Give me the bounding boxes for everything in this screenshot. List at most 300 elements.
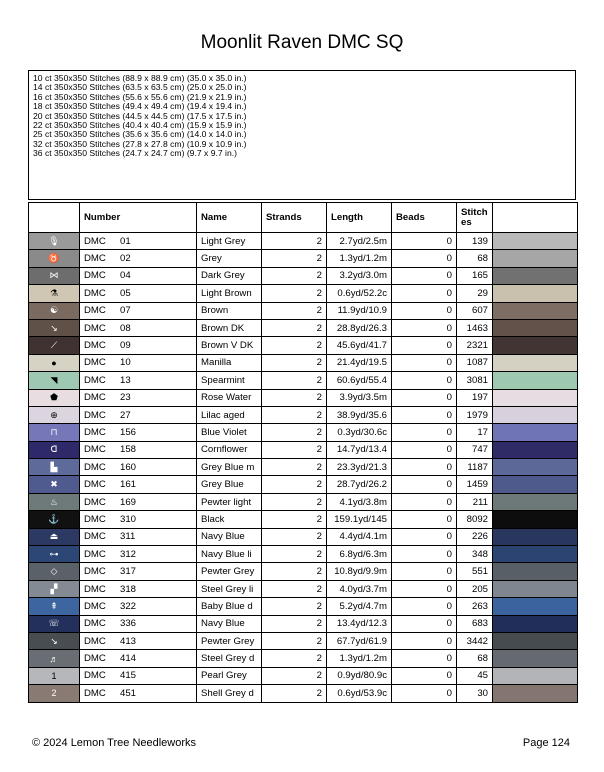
color-swatch <box>493 685 578 702</box>
thread-code: 169 <box>120 496 137 508</box>
table-row <box>29 319 578 336</box>
thread-brand: DMC <box>84 305 106 317</box>
thread-beads: 0 <box>392 685 457 702</box>
thread-brand: DMC <box>84 426 106 438</box>
thread-length: 1.3yd/1.2m <box>327 250 392 267</box>
thread-number <box>80 337 197 354</box>
color-swatch <box>493 667 578 684</box>
thread-name: Pewter Grey <box>197 563 262 580</box>
thread-name: Baby Blue d <box>197 598 262 615</box>
thread-strands: 2 <box>262 493 327 510</box>
thread-beads: 0 <box>392 493 457 510</box>
thread-name: Light Grey <box>197 233 262 250</box>
thread-code: 04 <box>120 270 131 282</box>
thread-strands: 2 <box>262 424 327 441</box>
thread-name: Grey <box>197 250 262 267</box>
table-row <box>29 615 578 632</box>
thread-name: Grey Blue m <box>197 459 262 476</box>
thread-stitches: 197 <box>457 389 493 406</box>
thread-symbol-icon: ⋈ <box>29 267 80 284</box>
name-header: Name <box>197 203 262 233</box>
thread-symbol-icon: ⇞ <box>29 598 80 615</box>
thread-length: 23.3yd/21.3 <box>327 459 392 476</box>
table-row <box>29 372 578 389</box>
thread-length: 67.7yd/61.9 <box>327 632 392 649</box>
size-line: 22 ct 350x350 Stitches (40.4 x 40.4 cm) (15.9 x 15.9 in.) <box>33 120 247 131</box>
thread-symbol-icon: 🎙 <box>29 233 80 250</box>
thread-number <box>80 233 197 250</box>
thread-code: 415 <box>120 670 137 682</box>
table-row <box>29 250 578 267</box>
thread-strands: 2 <box>262 563 327 580</box>
color-swatch <box>493 632 578 649</box>
thread-strands: 2 <box>262 615 327 632</box>
color-swatch <box>493 615 578 632</box>
thread-code: 158 <box>120 444 137 456</box>
thread-code: 23 <box>120 392 131 404</box>
thread-number <box>80 476 197 493</box>
thread-length: 0.6yd/52.2c <box>327 285 392 302</box>
thread-number <box>80 441 197 458</box>
size-line: 10 ct 350x350 Stitches (88.9 x 88.9 cm) (35.0 x 35.0 in.) <box>33 73 247 83</box>
thread-number <box>80 354 197 371</box>
thread-beads: 0 <box>392 424 457 441</box>
thread-strands: 2 <box>262 250 327 267</box>
color-swatch <box>493 319 578 336</box>
thread-stitches: 1187 <box>457 459 493 476</box>
thread-length: 4.1yd/3.8m <box>327 493 392 510</box>
thread-number <box>80 406 197 423</box>
color-swatch <box>493 285 578 302</box>
thread-length: 13.4yd/12.3 <box>327 615 392 632</box>
color-swatch <box>493 476 578 493</box>
thread-strands: 2 <box>262 372 327 389</box>
thread-number <box>80 493 197 510</box>
thread-stitches: 139 <box>457 233 493 250</box>
table-row <box>29 337 578 354</box>
thread-symbol-icon: ⊕ <box>29 406 80 423</box>
thread-strands: 2 <box>262 632 327 649</box>
page-title: Moonlit Raven DMC SQ <box>200 32 404 53</box>
thread-name: Cornflower <box>197 441 262 458</box>
thread-length: 159.1yd/145 <box>327 511 392 528</box>
thread-length: 0.6yd/53.9c <box>327 685 392 702</box>
thread-code: 451 <box>120 687 137 699</box>
thread-beads: 0 <box>392 389 457 406</box>
thread-stitches: 226 <box>457 528 493 545</box>
thread-beads: 0 <box>392 476 457 493</box>
thread-brand: DMC <box>84 531 106 543</box>
thread-code: 156 <box>120 426 137 438</box>
table-row <box>29 563 578 580</box>
thread-brand: DMC <box>84 687 106 699</box>
thread-code: 05 <box>120 287 131 299</box>
color-swatch <box>493 459 578 476</box>
color-swatch <box>493 546 578 563</box>
thread-brand: DMC <box>84 479 106 491</box>
table-row <box>29 667 578 684</box>
thread-stitches: 747 <box>457 441 493 458</box>
thread-symbol-icon: ▙ <box>29 459 80 476</box>
thread-brand: DMC <box>84 357 106 369</box>
thread-symbol-icon: 1 <box>29 667 80 684</box>
thread-stitches: 205 <box>457 580 493 597</box>
thread-beads: 0 <box>392 250 457 267</box>
thread-symbol-icon: ♬ <box>29 650 80 667</box>
thread-strands: 2 <box>262 354 327 371</box>
thread-code: 311 <box>120 531 136 543</box>
thread-symbol-icon: ♨ <box>29 493 80 510</box>
thread-beads: 0 <box>392 337 457 354</box>
thread-number <box>80 302 197 319</box>
table-row <box>29 493 578 510</box>
thread-symbol-icon: ◥ <box>29 372 80 389</box>
thread-strands: 2 <box>262 267 327 284</box>
thread-number <box>80 563 197 580</box>
thread-number <box>80 319 197 336</box>
color-swatch <box>493 511 578 528</box>
thread-beads: 0 <box>392 598 457 615</box>
thread-table-body <box>29 233 578 703</box>
thread-number <box>80 389 197 406</box>
thread-beads: 0 <box>392 441 457 458</box>
color-swatch <box>493 563 578 580</box>
thread-stitches: 3442 <box>457 632 493 649</box>
thread-beads: 0 <box>392 354 457 371</box>
color-swatch <box>493 372 578 389</box>
thread-number <box>80 598 197 615</box>
thread-length: 28.8yd/26.3 <box>327 319 392 336</box>
length-header: Length <box>327 203 392 233</box>
thread-name: Navy Blue <box>197 615 262 632</box>
thread-length: 5.2yd/4.7m <box>327 598 392 615</box>
thread-length: 3.9yd/3.5m <box>327 389 392 406</box>
thread-beads: 0 <box>392 267 457 284</box>
thread-name: Pewter Grey <box>197 632 262 649</box>
thread-strands: 2 <box>262 302 327 319</box>
thread-beads: 0 <box>392 667 457 684</box>
size-line: 32 ct 350x350 Stitches (27.8 x 27.8 cm) (10.9 x 10.9 in.) <box>33 138 247 149</box>
thread-length: 4.4yd/4.1m <box>327 528 392 545</box>
thread-brand: DMC <box>84 444 106 456</box>
thread-stitches: 683 <box>457 615 493 632</box>
page-number: Page 124 <box>522 737 570 749</box>
thread-brand: DMC <box>84 635 106 647</box>
thread-brand: DMC <box>84 392 106 404</box>
thread-strands: 2 <box>262 285 327 302</box>
thread-beads: 0 <box>392 511 457 528</box>
thread-name: Manilla <box>197 354 262 371</box>
size-line: 16 ct 350x350 Stitches (55.6 x 55.6 cm) (21.9 x 21.9 in.) <box>33 91 247 102</box>
thread-code: 413 <box>120 635 137 647</box>
thread-brand: DMC <box>84 253 106 265</box>
size-line: 36 ct 350x350 Stitches (24.7 x 24.7 cm) (9.7 x 9.7 in.) <box>33 148 237 159</box>
thread-brand: DMC <box>84 496 106 508</box>
thread-brand: DMC <box>84 618 106 630</box>
thread-strands: 2 <box>262 406 327 423</box>
thread-name: Black <box>197 511 262 528</box>
thread-beads: 0 <box>392 372 457 389</box>
thread-code: 160 <box>120 461 137 473</box>
table-row <box>29 406 578 423</box>
thread-symbol-icon: ⊓ <box>29 424 80 441</box>
thread-stitches: 29 <box>457 285 493 302</box>
thread-beads: 0 <box>392 528 457 545</box>
thread-symbol-icon: ⊶ <box>29 546 80 563</box>
thread-code: 01 <box>120 235 131 247</box>
table-row <box>29 441 578 458</box>
thread-stitches: 1459 <box>457 476 493 493</box>
thread-code: 13 <box>120 374 131 386</box>
thread-length: 28.7yd/26.2 <box>327 476 392 493</box>
thread-stitches: 3081 <box>457 372 493 389</box>
thread-name: Steel Grey d <box>197 650 262 667</box>
thread-number <box>80 372 197 389</box>
thread-stitches: 30 <box>457 685 493 702</box>
table-row <box>29 389 578 406</box>
thread-code: 27 <box>120 409 131 421</box>
thread-beads: 0 <box>392 650 457 667</box>
thread-stitches: 68 <box>457 650 493 667</box>
thread-name: Navy Blue li <box>197 546 262 563</box>
thread-length: 1.3yd/1.2m <box>327 650 392 667</box>
thread-stitches: 211 <box>457 493 493 510</box>
thread-symbol-icon: ⚗ <box>29 285 80 302</box>
thread-number <box>80 528 197 545</box>
table-row <box>29 580 578 597</box>
thread-stitches: 348 <box>457 546 493 563</box>
thread-length: 45.6yd/41.7 <box>327 337 392 354</box>
thread-name: Shell Grey d <box>197 685 262 702</box>
thread-beads: 0 <box>392 615 457 632</box>
thread-length: 4.0yd/3.7m <box>327 580 392 597</box>
thread-name: Spearmint <box>197 372 262 389</box>
size-line: 14 ct 350x350 Stitches (63.5 x 63.5 cm) (25.0 x 25.0 in.) <box>33 82 247 93</box>
thread-length: 11.9yd/10.9 <box>327 302 392 319</box>
thread-stitches: 17 <box>457 424 493 441</box>
thread-brand: DMC <box>84 548 106 560</box>
thread-strands: 2 <box>262 441 327 458</box>
color-swatch <box>493 389 578 406</box>
thread-beads: 0 <box>392 563 457 580</box>
thread-stitches: 1087 <box>457 354 493 371</box>
thread-stitches: 2321 <box>457 337 493 354</box>
thread-symbol-icon: ⟋ <box>29 337 80 354</box>
thread-code: 09 <box>120 340 131 352</box>
thread-strands: 2 <box>262 389 327 406</box>
table-row <box>29 267 578 284</box>
thread-number <box>80 685 197 702</box>
thread-brand: DMC <box>84 566 106 578</box>
thread-brand: DMC <box>84 235 106 247</box>
thread-number <box>80 267 197 284</box>
thread-strands: 2 <box>262 319 327 336</box>
thread-symbol-icon: ↘ <box>29 632 80 649</box>
thread-name: Grey Blue <box>197 476 262 493</box>
thread-beads: 0 <box>392 285 457 302</box>
thread-brand: DMC <box>84 653 106 665</box>
thread-table <box>28 202 578 703</box>
color-swatch <box>493 250 578 267</box>
stitch-size-list <box>28 70 576 200</box>
thread-number <box>80 580 197 597</box>
thread-length: 3.2yd/3.0m <box>327 267 392 284</box>
thread-strands: 2 <box>262 685 327 702</box>
thread-symbol-icon: ✖ <box>29 476 80 493</box>
thread-brand: DMC <box>84 270 106 282</box>
thread-length: 60.6yd/55.4 <box>327 372 392 389</box>
thread-brand: DMC <box>84 409 106 421</box>
size-line: 25 ct 350x350 Stitches (35.6 x 35.6 cm) (14.0 x 14.0 in.) <box>33 129 247 140</box>
thread-symbol-icon: ♉ <box>29 250 80 267</box>
thread-code: 312 <box>120 548 137 560</box>
thread-code: 310 <box>120 513 137 525</box>
thread-number <box>80 667 197 684</box>
color-swatch <box>493 441 578 458</box>
thread-symbol-icon: ● <box>29 354 80 371</box>
table-row <box>29 511 578 528</box>
color-swatch <box>493 302 578 319</box>
stitches-header: Stitch es <box>457 203 493 233</box>
thread-name: Blue Violet <box>197 424 262 441</box>
thread-brand: DMC <box>84 287 106 299</box>
thread-name: Light Brown <box>197 285 262 302</box>
thread-beads: 0 <box>392 632 457 649</box>
beads-header: Beads <box>392 203 457 233</box>
thread-length: 0.9yd/80.9c <box>327 667 392 684</box>
thread-name: Pewter light <box>197 493 262 510</box>
thread-strands: 2 <box>262 546 327 563</box>
thread-name: Rose Water <box>197 389 262 406</box>
thread-strands: 2 <box>262 528 327 545</box>
thread-brand: DMC <box>84 374 106 386</box>
thread-brand: DMC <box>84 513 106 525</box>
thread-number <box>80 511 197 528</box>
table-row <box>29 528 578 545</box>
table-row <box>29 459 578 476</box>
table-row <box>29 285 578 302</box>
thread-brand: DMC <box>84 600 106 612</box>
thread-name: Navy Blue <box>197 528 262 545</box>
thread-length: 0.3yd/30.6c <box>327 424 392 441</box>
thread-brand: DMC <box>84 322 106 334</box>
size-line: 18 ct 350x350 Stitches (49.4 x 49.4 cm) (19.4 x 19.4 in.) <box>33 101 247 112</box>
thread-beads: 0 <box>392 319 457 336</box>
thread-code: 08 <box>120 322 131 334</box>
thread-strands: 2 <box>262 650 327 667</box>
color-swatch <box>493 233 578 250</box>
thread-symbol-icon: ⚓ <box>29 511 80 528</box>
thread-symbol-icon: ▞ <box>29 580 80 597</box>
thread-strands: 2 <box>262 580 327 597</box>
thread-code: 10 <box>120 357 131 369</box>
color-swatch <box>493 424 578 441</box>
number-header: Number <box>80 203 197 233</box>
thread-strands: 2 <box>262 476 327 493</box>
swatch-header <box>493 203 578 233</box>
thread-symbol-icon: ◇ <box>29 563 80 580</box>
thread-name: Dark Grey <box>197 267 262 284</box>
thread-length: 2.7yd/2.5m <box>327 233 392 250</box>
thread-beads: 0 <box>392 302 457 319</box>
thread-length: 21.4yd/19.5 <box>327 354 392 371</box>
thread-name: Brown V DK <box>197 337 262 354</box>
table-row <box>29 302 578 319</box>
thread-code: 414 <box>120 653 137 665</box>
thread-beads: 0 <box>392 459 457 476</box>
thread-length: 14.7yd/13.4 <box>327 441 392 458</box>
table-row <box>29 424 578 441</box>
color-swatch <box>493 267 578 284</box>
thread-number <box>80 615 197 632</box>
thread-brand: DMC <box>84 670 106 682</box>
table-row <box>29 546 578 563</box>
thread-name: Lilac aged <box>197 406 262 423</box>
table-header-row <box>29 203 578 233</box>
thread-number <box>80 285 197 302</box>
thread-brand: DMC <box>84 583 106 595</box>
thread-length: 6.8yd/6.3m <box>327 546 392 563</box>
thread-beads: 0 <box>392 406 457 423</box>
thread-strands: 2 <box>262 337 327 354</box>
thread-stitches: 1979 <box>457 406 493 423</box>
table-row <box>29 354 578 371</box>
thread-symbol-icon: ☯ <box>29 302 80 319</box>
thread-stitches: 263 <box>457 598 493 615</box>
thread-name: Steel Grey li <box>197 580 262 597</box>
table-row <box>29 476 578 493</box>
thread-name: Brown <box>197 302 262 319</box>
color-swatch <box>493 406 578 423</box>
table-row <box>29 685 578 702</box>
color-swatch <box>493 493 578 510</box>
thread-stitches: 45 <box>457 667 493 684</box>
strands-header: Strands <box>262 203 327 233</box>
thread-stitches: 165 <box>457 267 493 284</box>
table-row <box>29 598 578 615</box>
thread-stitches: 607 <box>457 302 493 319</box>
thread-strands: 2 <box>262 233 327 250</box>
thread-symbol-icon: ↘ <box>29 319 80 336</box>
thread-strands: 2 <box>262 511 327 528</box>
thread-number <box>80 250 197 267</box>
thread-name: Brown DK <box>197 319 262 336</box>
thread-length: 10.8yd/9.9m <box>327 563 392 580</box>
size-line: 20 ct 350x350 Stitches (44.5 x 44.5 cm) (17.5 x 17.5 in.) <box>33 110 247 121</box>
color-swatch <box>493 598 578 615</box>
thread-code: 336 <box>120 618 137 630</box>
thread-number <box>80 632 197 649</box>
color-swatch <box>493 650 578 667</box>
thread-beads: 0 <box>392 580 457 597</box>
thread-number <box>80 546 197 563</box>
thread-stitches: 8092 <box>457 511 493 528</box>
thread-code: 317 <box>120 566 137 578</box>
color-swatch <box>493 337 578 354</box>
thread-brand: DMC <box>84 461 106 473</box>
color-swatch <box>493 528 578 545</box>
thread-stitches: 68 <box>457 250 493 267</box>
thread-stitches: 1463 <box>457 319 493 336</box>
color-swatch <box>493 354 578 371</box>
thread-number <box>80 650 197 667</box>
thread-code: 02 <box>120 253 131 265</box>
thread-strands: 2 <box>262 598 327 615</box>
thread-strands: 2 <box>262 667 327 684</box>
thread-symbol-icon: ☏ <box>29 615 80 632</box>
thread-symbol-icon: 2 <box>29 685 80 702</box>
thread-length: 38.9yd/35.6 <box>327 406 392 423</box>
